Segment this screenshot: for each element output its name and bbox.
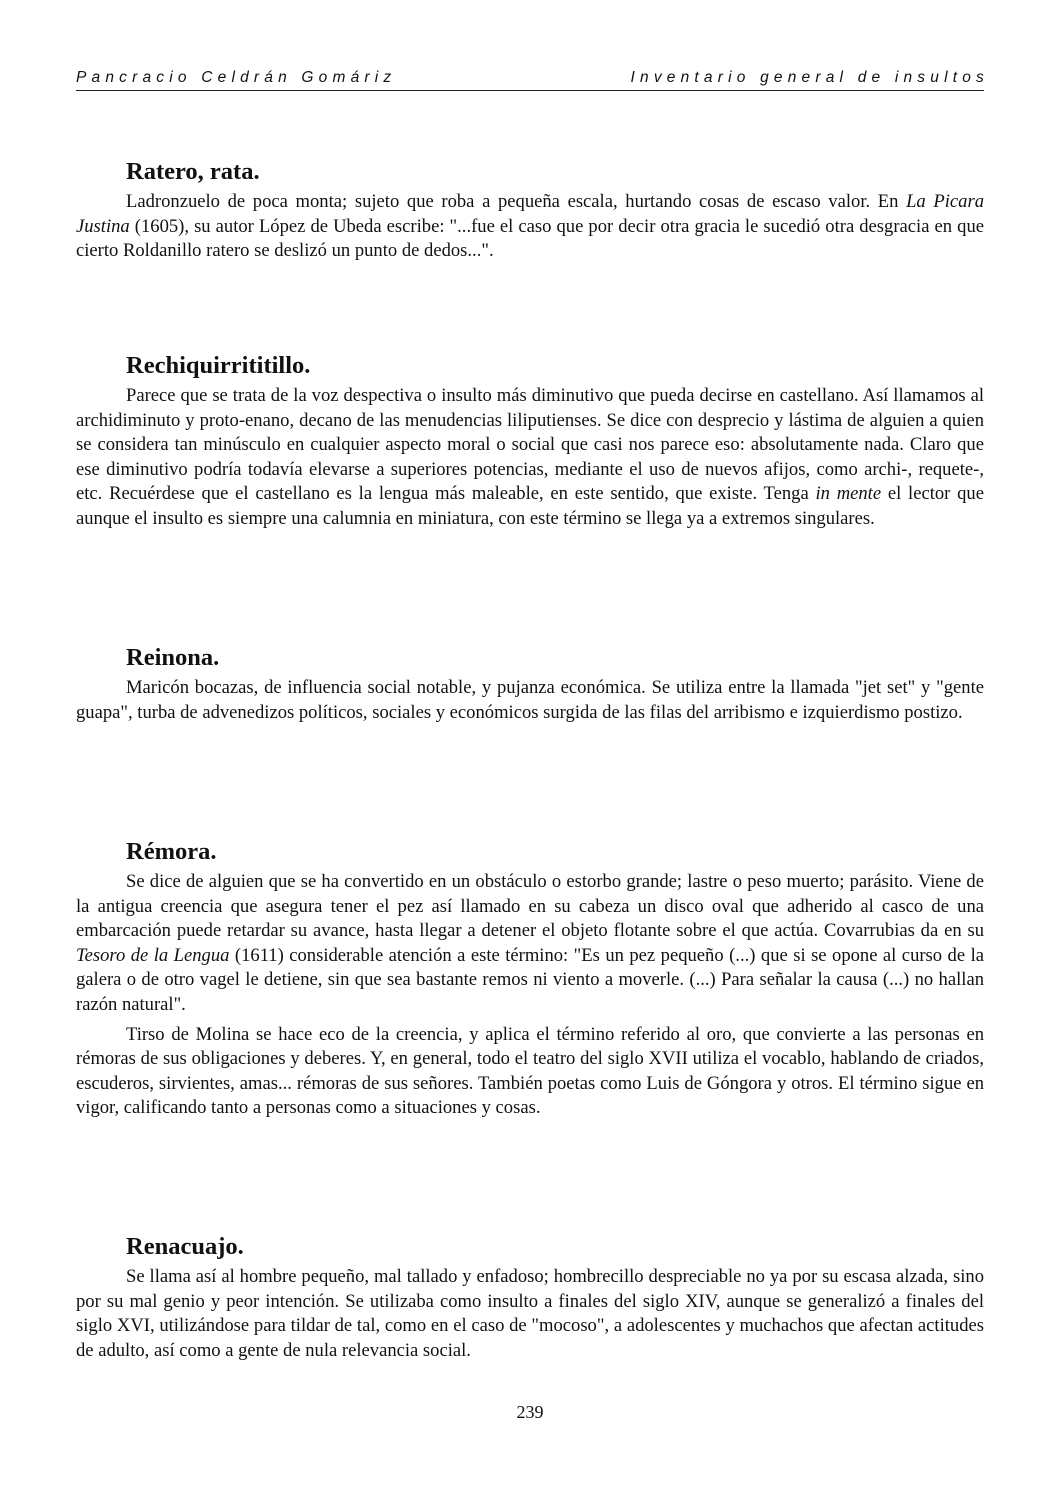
body-text: Parece que se trata de la voz despectiva o insulto más diminutivo que pueda decirse en castellano. Así llamamos al archidiminuto y proto-enano, decano de las menudencias liliputienses. Se dice con desprecio y lástima de alguien a quien se considera tan minúsculo en cualquier aspecto moral o social que casi nos parece eso: absolutamente nada. Claro que ese diminutivo podría todavía elevarse a superiores potencias, mediante el uso de nuevos afijos, como archi-, requete-, etc. Recuérdese que el castellano es la lengua más maleable, en este sentido, que existe. Tenga [76,385,984,505]
italic-title-text: in mente [815,483,882,505]
entry-renacuajo [76,1232,984,1368]
body-text: Se dice de alguien que se ha convertido en un obstáculo o estorbo grande; lastre o peso muerto; parásito. Viene de la antigua creencia que asegura tener el pez así llamado en su cabeza un disco oval que adherido al casco de una embarcación puede retardar su avance, hasta llegar a detener el objeto flotante sobre el que actúa. Covarrubias da en su [76,871,984,942]
body-text: Ladronzuelo de poca monta; sujeto que roba a pequeña escala, hurtando cosas de escaso valor. En [126,191,907,212]
body-text: Se llama así al hombre pequeño, mal tallado y enfadoso; hombrecillo despreciable no ya por su escasa alzada, sino por su mal genio y peor intención. Se utilizaba como insulto a finales del siglo XIV, aunque se generalizó a finales del siglo XVI, utilizándose para tildar de tal, como en el caso de "mocoso", a adolescentes y muchachos que afectan actitudes de adulto, así como a gente de nula relevancia social. [76,1266,984,1361]
entry-paragraph [76,1023,984,1121]
italic-title-text: La Picara Justina [76,191,984,237]
body-text: (1605), su autor López de Ubeda escribe: "...fue el caso que por decir otra gracia le sucedió otra desgracia en que cierto Roldanillo ratero se deslizó un punto de dedos...". [76,215,984,262]
entry-paragraph [76,384,984,532]
body-text: Maricón bocazas, de influencia social notable, y pujanza económica. Se utiliza entre la llamada "jet set" y "gente guapa", turba de advenedizos políticos, sociales y económicos surgida de las filas del arribismo e izquierdismo postizo. [76,677,984,723]
running-header [76,68,989,91]
entry-paragraph [76,190,984,264]
entry-term: Reinona. [126,644,220,671]
entry-paragraph [76,1265,984,1363]
page-number: 239 [516,1402,544,1422]
italic-title-text: Tesoro de la Lengua [76,944,230,966]
entry-rechiquirrititillo [76,351,984,537]
entry-term: Renacuajo. [126,1233,244,1260]
entry-ratero [76,157,984,269]
header-author: Pancracio Celdrán Gomáriz [76,69,397,86]
entry-paragraph [76,676,984,725]
body-text: (1611) considerable atención a este término: "Es un pez pequeño (...) que si se opone al curso de la galera o de otro vagel le detiene, sin que sea bastante remos ni viento a moverle. (...) Para señalar la causa (...) no hallan razón natural". [76,944,984,1015]
body-text: el lector que aunque el insulto es siempre una calumnia en miniatura, con este término se llega ya a extremos singulares. [76,483,984,529]
entry-term: Rechiquirrititillo. [126,352,311,379]
entry-term: Ratero, rata. [126,158,260,185]
body-text: Tirso de Molina se hace eco de la creencia, y aplica el término referido al oro, que convierte a las personas en rémoras de sus obligaciones y deberes. Y, en general, todo el teatro del siglo XVII utiliza el vocablo, hablando de criados, escuderos, sirvientes, amas... rémoras de sus señores. También poetas como Luis de Góngora y otros. El término sigue en vigor, calificando tanto a personas como a situaciones y cosas. [76,1023,984,1119]
entry-reinona [76,643,984,730]
entry-term: Rémora. [126,838,217,865]
header-book-title: Inventario general de insultos [630,69,989,86]
entry-remora [76,837,984,1126]
entry-paragraph [76,870,984,1018]
